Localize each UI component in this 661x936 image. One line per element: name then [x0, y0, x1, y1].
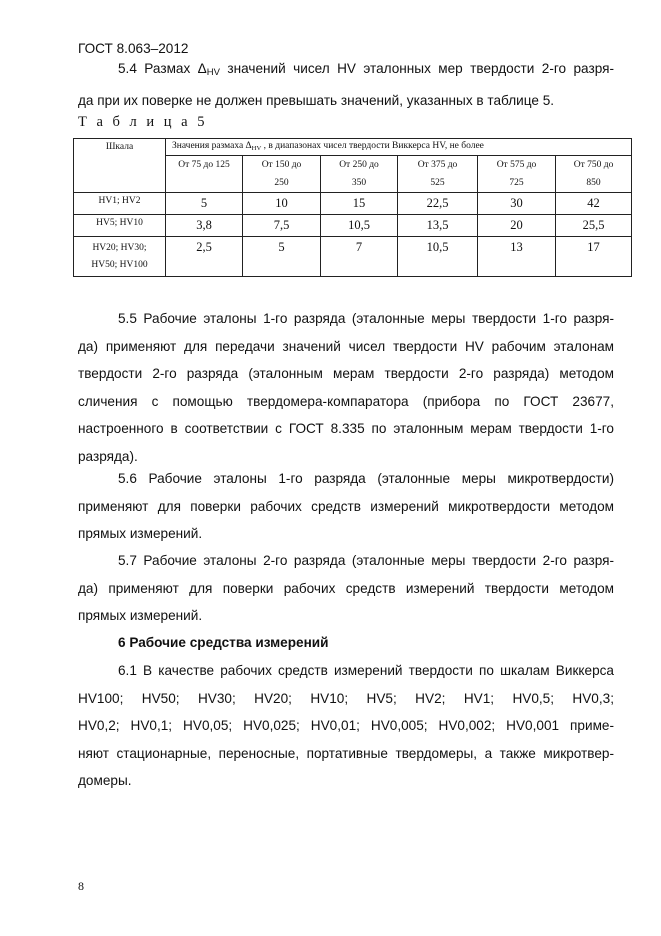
paragraph-line: разряда). — [78, 448, 138, 464]
value-cell: 5 — [243, 237, 321, 277]
text-run: От 375 до — [417, 160, 458, 170]
value-cell: 22,5 — [398, 193, 478, 215]
table-header-row — [74, 139, 632, 156]
paragraph-5-6 — [78, 465, 614, 548]
table-row — [74, 215, 632, 237]
page-number: 8 — [78, 879, 84, 893]
text-run: 850 — [586, 178, 601, 188]
paragraph-line: твердости 2-го разряда (эталонным мерам твердости 2-го разряда) методом — [78, 366, 614, 381]
paragraph-line: да при их поверке не должен превышать значений, указанных в таблице 5. — [78, 92, 555, 108]
text-run: От 75 до 125 — [178, 160, 230, 170]
scale-cell: HV5; HV10 — [74, 215, 166, 237]
table-caption: Т а б л и ц а 5 — [78, 114, 208, 130]
paragraph-6-1 — [78, 657, 614, 795]
paragraph-line: домеры. — [78, 773, 132, 788]
paragraph-line: няют стационарные, переносные, портативные твердомеры, а также микротвер- — [78, 745, 614, 761]
paragraph-line: прямых измерений. — [78, 608, 203, 623]
text-run: 725 — [509, 178, 524, 188]
text-run: 350 — [351, 178, 367, 188]
value-cell: 20 — [478, 215, 556, 237]
table-5 — [73, 138, 632, 277]
range-header — [166, 156, 243, 193]
value-cell: 10 — [243, 193, 321, 215]
value-cell: 2,5 — [166, 237, 243, 277]
value-cell: 17 — [556, 237, 632, 277]
paragraph-line: применяют для поверки рабочих средств измерений микротвердости методом — [78, 498, 614, 514]
column-header-scale: Шкала — [74, 139, 166, 193]
paragraph-line: 5.5 Рабочие эталоны 1-го разряда (эталонные меры твердости 1-го разря- — [118, 311, 614, 326]
scale-cell: HV1; HV2 — [74, 193, 166, 215]
paragraph-line: 5.6 Рабочие эталоны 1-го разряда (эталонные меры микротвердости) — [118, 471, 614, 486]
column-group-header — [166, 139, 632, 156]
document-code: ГОСТ 8.063–2012 — [78, 41, 189, 56]
value-cell: 15 — [321, 193, 398, 215]
text-run: HV20; HV30; — [92, 243, 147, 253]
value-cell: 13,5 — [398, 215, 478, 237]
paragraph-line: 6.1 В качестве рабочих средств измерений твердости по шкалам Виккерса — [118, 663, 614, 678]
value-cell: 7 — [321, 237, 398, 277]
paragraph-line: HV100; HV50; HV30; HV20; HV10; HV5; HV2; HV1; HV0,5; HV0,3; — [78, 690, 614, 706]
subscript: HV — [206, 67, 220, 78]
value-cell: 25,5 — [556, 215, 632, 237]
text-run: От 250 до — [339, 160, 379, 170]
value-cell: 7,5 — [243, 215, 321, 237]
text-run: От 750 до — [573, 160, 614, 170]
value-cell: 30 — [478, 193, 556, 215]
paragraph-5-4 — [78, 55, 614, 114]
value-cell: 5 — [166, 193, 243, 215]
table-row — [74, 193, 632, 215]
table-row — [74, 237, 632, 277]
text-run: , в диапазонах чисел твердости Виккерса HV, не более — [261, 141, 484, 151]
paragraph-line: HV0,2; HV0,1; HV0,05; HV0,025; HV0,01; HV0,005; HV0,002; HV0,001 приме- — [78, 718, 614, 733]
value-cell: 10,5 — [321, 215, 398, 237]
range-header — [556, 156, 632, 193]
paragraph-line: да) применяют для поверки рабочих средств измерений твердости методом — [78, 580, 614, 596]
text-run: значений чисел HV эталонных мер твердости 2-го разря- — [219, 61, 614, 76]
scale-cell — [74, 237, 166, 277]
text-run: HV50; HV100 — [91, 260, 148, 270]
text-run: От 575 до — [496, 160, 537, 170]
subscript: HV — [251, 145, 262, 152]
paragraph-5-5 — [78, 305, 614, 470]
paragraph-5-7 — [78, 547, 614, 630]
paragraph-line — [78, 55, 614, 87]
value-cell: 42 — [556, 193, 632, 215]
paragraph-line: да) применяют для передачи значений чисел твердости HV рабочим эталонам — [78, 338, 614, 354]
text-run: От 150 до — [261, 160, 302, 170]
paragraph-line: 5.7 Рабочие эталоны 2-го разряда (эталонные меры твердости 2-го разря- — [118, 553, 614, 568]
value-cell: 3,8 — [166, 215, 243, 237]
value-cell: 13 — [478, 237, 556, 277]
text-run: 250 — [274, 178, 289, 188]
range-header — [243, 156, 321, 193]
text-run: Значения размаха Δ — [172, 141, 252, 151]
range-header — [478, 156, 556, 193]
text-run: 5.4 Размах Δ — [118, 61, 207, 76]
value-cell: 10,5 — [398, 237, 478, 277]
range-header — [321, 156, 398, 193]
paragraph-line: настроенного в соответствии с ГОСТ 8.335 по эталонным мерам твердости 1-го — [78, 421, 614, 436]
text-run: 525 — [430, 178, 445, 188]
range-header — [398, 156, 478, 193]
paragraph-line: прямых измерений. — [78, 526, 203, 541]
section-heading: 6 Рабочие средства измерений — [118, 635, 329, 650]
paragraph-line: сличения с помощью твердомера-компаратора (прибора по ГОСТ 23677, — [78, 393, 614, 409]
